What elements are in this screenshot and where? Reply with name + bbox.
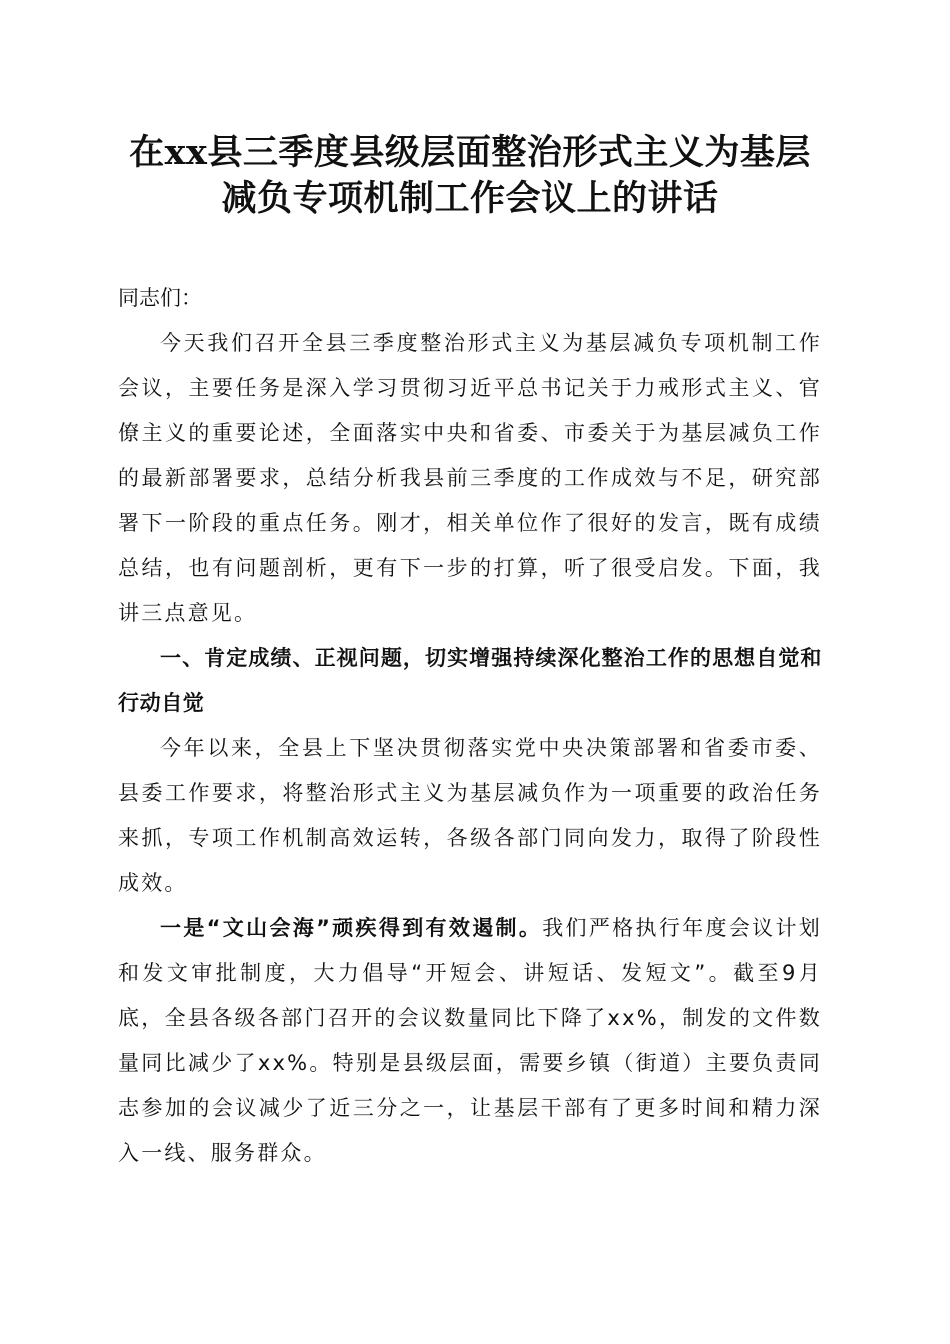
point-1-lead: 一是“文山会海”顽疾得到有效遏制。 [160, 916, 543, 940]
title-line-2: 减负专项机制工作会议上的讲话 [221, 178, 719, 219]
document-title [118, 130, 822, 222]
section-heading-1: 一、肯定成绩、正视问题，切实增强持续深化整治工作的思想自觉和行动自觉 [118, 646, 822, 715]
paragraph-intro: 今天我们召开全县三季度整治形式主义为基层减负专项机制工作会议，主要任务是深入学习贯彻习近平总书记关于力戒形式主义、官僚主义的重要论述，全面落实中央和省委、市委关于为基层减负工作的最新部署要求，总结分析我县前三季度的工作成效与不足，研究部署下一阶段的重点任务。刚才，相关单位作了很好的发言，既有成绩总结，也有问题剖析，更有下一步的打算，听了很受启发。下面，我讲三点意见。 [118, 331, 822, 625]
document-body [118, 321, 822, 1176]
point-1-body: 我们严格执行年度会议计划和发文审批制度，大力倡导“开短会、讲短话、发短文”。截至9月底，全县各级各部门召开的会议数量同比下降了xx%，制发的文件数量同比减少了xx%。特别是县级层面，需要乡镇（街道）主要负责同志参加的会议减少了近三分之一，让基层干部有了更多时间和精力深入一线、服务群众。 [118, 916, 822, 1165]
document-page [118, 130, 822, 1176]
paragraph-achievements: 今年以来，全县上下坚决贯彻落实党中央决策部署和省委市委、县委工作要求，将整治形式主义为基层减负作为一项重要的政治任务来抓，专项工作机制高效运转，各级各部门同向发力，取得了阶段性成效。 [118, 736, 822, 895]
paragraph-point-1 [118, 906, 822, 1176]
salutation: 同志们： [118, 286, 202, 310]
title-line-1: 在xx县三季度县级层面整治形式主义为基层 [129, 132, 811, 173]
